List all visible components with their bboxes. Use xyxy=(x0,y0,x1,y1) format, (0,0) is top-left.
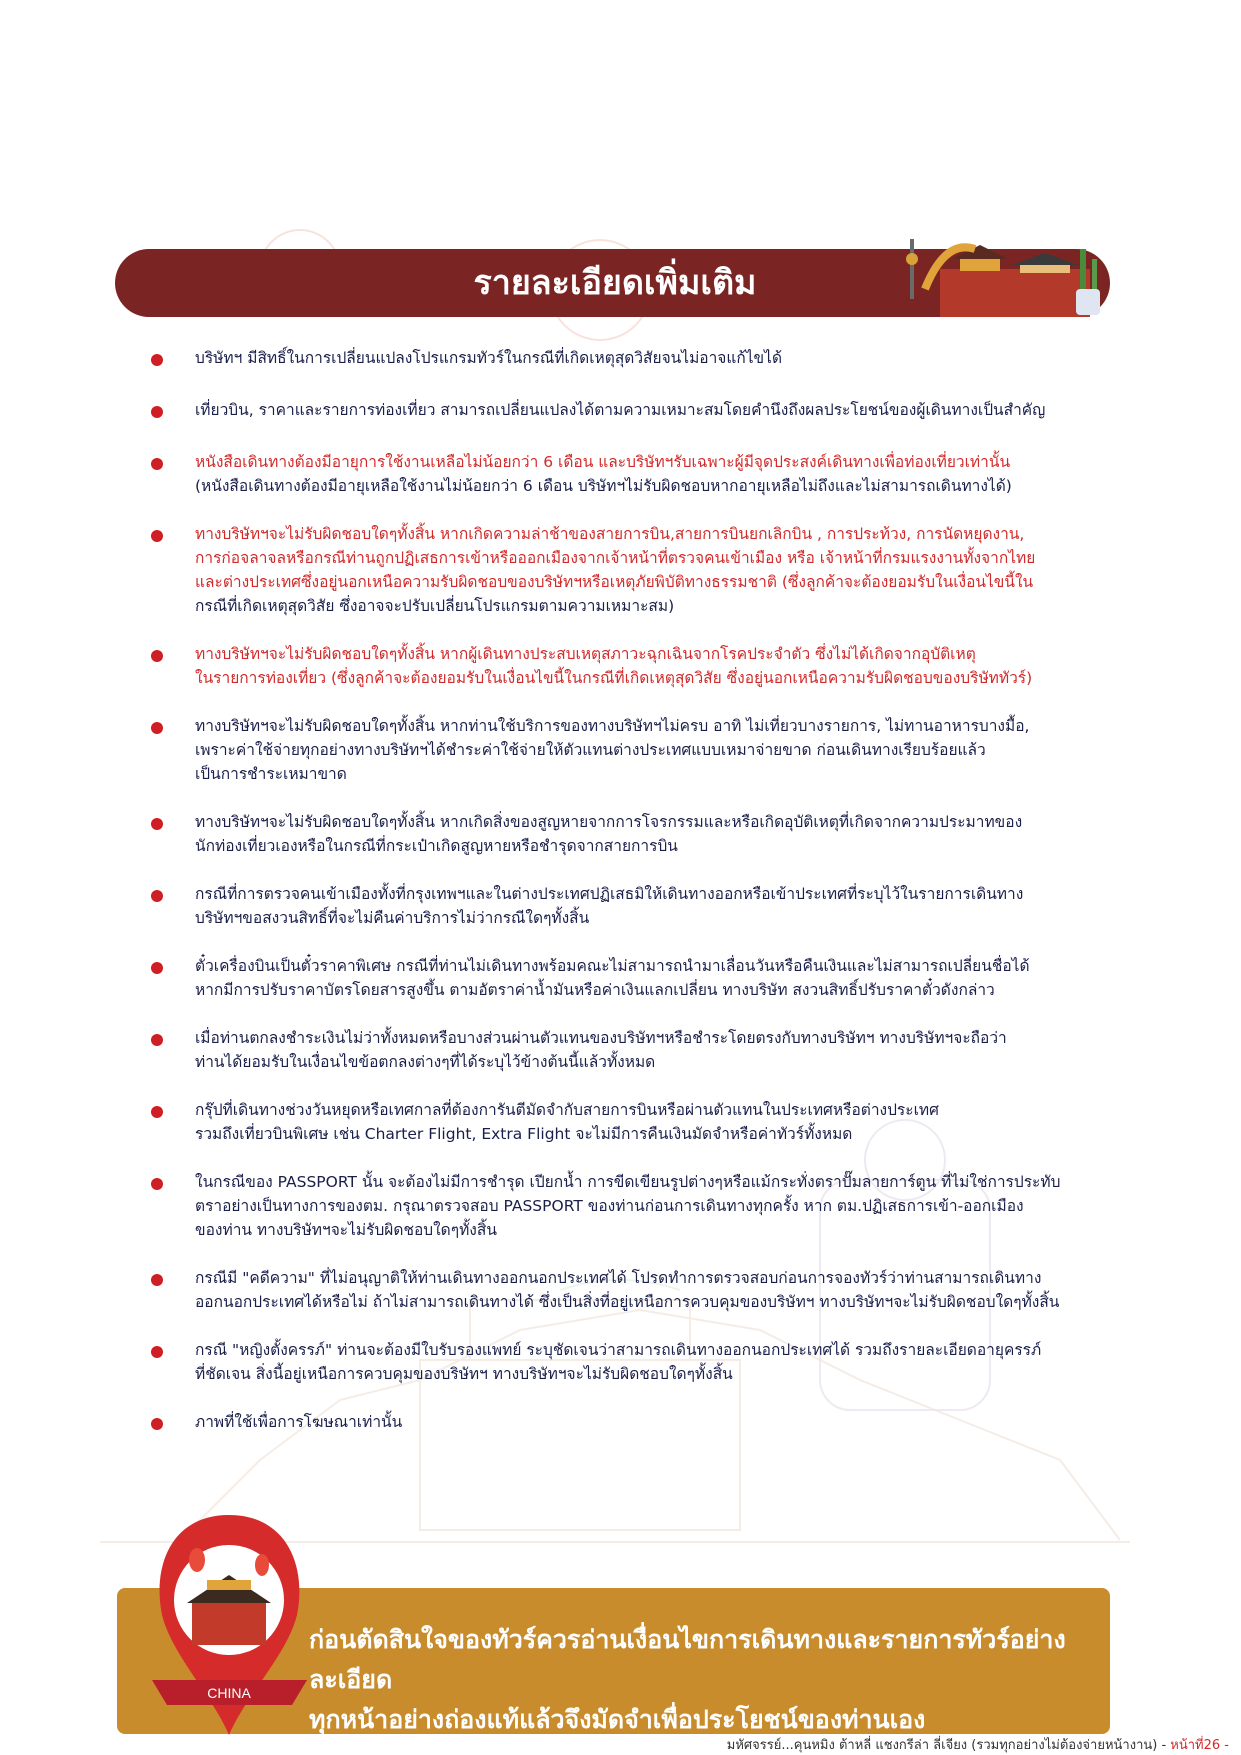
bullet-icon xyxy=(151,1346,163,1358)
header-banner xyxy=(115,249,1110,317)
badge-label: CHINA xyxy=(207,1685,251,1701)
list-item-line: กรณีที่การตรวจคนเข้าเมืองทั้งที่กรุงเทพฯและในต่างประเทศปฏิเสธมิให้เดินทางออกหรือเข้าประเทศที่ระบุไว้ในรายการเดินทาง xyxy=(195,885,1024,903)
bullet-icon xyxy=(151,458,163,470)
list-item-line: กรุ๊ปที่เดินทางช่วงวันหยุดหรือเทศกาลที่ต้องการันตีมัดจำกับสายการบินหรือผ่านตัวแทนในประเทศหรือต่างประเทศ xyxy=(195,1101,939,1119)
list-item-line: ในรายการท่องเที่ยว (ซึ่งลูกค้าจะต้องยอมรับในเงื่อนไขนี้ในกรณีที่เกิดเหตุสุดวิสัย ซึ่งอยู่นอกเหนือความรับผิดชอบของบริษัททัวร์) xyxy=(195,669,1033,687)
list-item-line: (หนังสือเดินทางต้องมีอายุเหลือใช้งานไม่น้อยกว่า 6 เดือน บริษัทฯไม่รับผิดชอบหากอายุเหลือไม่ถึงและไม่สามารถเดินทางได้) xyxy=(195,477,1012,495)
list-item-line: ตราอย่างเป็นทางการของตม. กรุณาตรวจสอบ PASSPORT ของท่านก่อนการเดินทางทุกครั้ง หาก ตม.ปฏิเสธการเข้า-ออกเมือง xyxy=(195,1197,1024,1215)
list-item xyxy=(145,450,1075,522)
list-item xyxy=(145,1266,1075,1338)
list-item xyxy=(145,1098,1075,1170)
list-item-line: ภาพที่ใช้เพื่อการโฆษณาเท่านั้น xyxy=(195,1413,403,1431)
list-item-line: เพราะค่าใช้จ่ายทุกอย่างทางบริษัทฯได้ชำระค่าใช้จ่ายให้ตัวแทนต่างประเทศแบบเหมาจ่ายขาด ก่อนเดินทางเรียบร้อยแล้ว xyxy=(195,741,986,759)
list-item-line: ที่ชัดเจน สิ่งนี้อยู่เหนือการควบคุมของบริษัทฯ ทางบริษัทฯจะไม่รับผิดชอบใดๆทั้งสิ้น xyxy=(195,1365,733,1383)
list-item-line: กรณีมี "คดีความ" ที่ไม่อนุญาติให้ท่านเดินทางออกนอกประเทศได้ โปรดทำการตรวจสอบก่อนการจองทัวร์ว่าท่านสามารถเดินทาง xyxy=(195,1269,1042,1287)
list-item-line: ตั๋วเครื่องบินเป็นตั๋วราคาพิเศษ กรณีที่ท่านไม่เดินทางพร้อมคณะไม่สามารถนำมาเลื่อนวันหรือคืนเงินและไม่สามารถเปลี่ยนชื่อได้ xyxy=(195,957,1030,975)
list-item xyxy=(145,522,1075,642)
list-item-line: หนังสือเดินทางต้องมีอายุการใช้งานเหลือไม่น้อยกว่า 6 เดือน และบริษัทฯรับเฉพาะผู้มีจุดประสงค์เดินทางเพื่อท่องเที่ยวเท่านั้น xyxy=(195,453,1011,471)
bullet-icon xyxy=(151,1106,163,1118)
china-badge-illustration xyxy=(152,1505,307,1750)
list-item-line: เมื่อท่านตกลงชำระเงินไม่ว่าทั้งหมดหรือบางส่วนผ่านตัวแทนของบริษัทฯหรือชำระโดยตรงกับทางบริษัทฯ ทางบริษัทฯจะถือว่า xyxy=(195,1029,1007,1047)
list-item-line: บริษัทฯ มีสิทธิ์ในการเปลี่ยนแปลงโปรแกรมทัวร์ในกรณีที่เกิดเหตุสุดวิสัยจนไม่อาจแก้ไขได้ xyxy=(195,349,783,367)
list-item xyxy=(145,1410,1075,1440)
footer-message xyxy=(309,1620,1099,1740)
list-item-line: กรณี "หญิงตั้งครรภ์" ท่านจะต้องมีใบรับรองแพทย์ ระบุชัดเจนว่าสามารถเดินทางออกนอกประเทศได้ รวมถึงรายละเอียดอายุครรภ์ xyxy=(195,1341,1042,1359)
list-item-line: บริษัทฯขอสงวนสิทธิ์ที่จะไม่คืนค่าบริการไม่ว่ากรณีใดๆทั้งสิ้น xyxy=(195,909,590,927)
bullet-icon xyxy=(151,650,163,662)
page-footer xyxy=(727,1734,1229,1755)
list-item-line: เที่ยวบิน, ราคาและรายการท่องเที่ยว สามารถเปลี่ยนแปลงได้ตามความเหมาะสมโดยคำนึงถึงผลประโยชน์ของผู้เดินทางเป็นสำคัญ xyxy=(195,401,1046,419)
list-item-line: หากมีการปรับราคาบัตรโดยสารสูงขึ้น ตามอัตราค่าน้ำมันหรือค่าเงินแลกเปลี่ยน ทางบริษัท สงวนสิทธิ์ปรับราคาตั๋วดังกล่าว xyxy=(195,981,995,999)
list-item-line: ทางบริษัทฯจะไม่รับผิดชอบใดๆทั้งสิ้น หากท่านใช้บริการของทางบริษัทฯไม่ครบ อาทิ ไม่เที่ยวบางรายการ, ไม่ทานอาหารบางมื้อ, xyxy=(195,717,1030,735)
list-item xyxy=(145,810,1075,882)
page-title: รายละเอียดเพิ่มเติม xyxy=(473,263,757,303)
list-item xyxy=(145,1026,1075,1098)
list-item xyxy=(145,714,1075,810)
list-item-line: เป็นการชำระเหมาขาด xyxy=(195,765,347,783)
tour-name-footer: มหัศจรรย์...คุนหมิง ต้าหลี่ แชงกรีล่า ลี่เจียง (รวมทุกอย่างไม่ต้องจ่ายหน้างาน) - xyxy=(726,1738,1171,1753)
list-item xyxy=(145,1338,1075,1410)
china-landmarks-illustration xyxy=(880,229,1110,317)
list-item-line: นักท่องเที่ยวเองหรือในกรณีที่กระเป๋าเกิดสูญหายหรือชำรุดจากสายการบิน xyxy=(195,837,678,855)
bullet-icon xyxy=(151,406,163,418)
footer-line-2: ทุกหน้าอย่างถ่องแท้แล้วจึงมัดจำเพื่อประโยชน์ของท่านเอง xyxy=(309,1705,926,1734)
list-item-line: ของท่าน ทางบริษัทฯจะไม่รับผิดชอบใดๆทั้งสิ้น xyxy=(195,1221,497,1239)
bullet-icon xyxy=(151,1034,163,1046)
bullet-icon xyxy=(151,818,163,830)
list-item-line: การก่อจลาจลหรือกรณีท่านถูกปฏิเสธการเข้าหรือออกเมืองจากเจ้าหน้าที่ตรวจคนเข้าเมือง หรือ เจ้าหน้าที่กรมแรงงานทั้งจากไทย xyxy=(195,549,1036,567)
list-item-line: ทางบริษัทฯจะไม่รับผิดชอบใดๆทั้งสิ้น หากผู้เดินทางประสบเหตุสภาวะฉุกเฉินจากโรคประจำตัว ซึ่งไม่ได้เกิดจากอุบัติเหตุ xyxy=(195,645,976,663)
list-item xyxy=(145,346,1075,398)
bullet-icon xyxy=(151,890,163,902)
bullet-icon xyxy=(151,1274,163,1286)
bullet-icon xyxy=(151,1178,163,1190)
list-item-line: รวมถึงเที่ยวบินพิเศษ เช่น Charter Flight, Extra Flight จะไม่มีการคืนเงินมัดจำหรือค่าทัวร์ทั้งหมด xyxy=(195,1125,853,1143)
list-item-line: ท่านได้ยอมรับในเงื่อนไขข้อตกลงต่างๆที่ได้ระบุไว้ข้างต้นนี้แล้วทั้งหมด xyxy=(195,1053,656,1071)
list-item-line: ออกนอกประเทศได้หรือไม่ ถ้าไม่สามารถเดินทางได้ ซึ่งเป็นสิ่งที่อยู่เหนือการควบคุมของบริษัทฯ ทางบริษัทฯจะไม่รับผิดชอบใดๆทั้งสิ้น xyxy=(195,1293,1060,1311)
list-item xyxy=(145,954,1075,1026)
page-number: หน้าที่26 - xyxy=(1170,1738,1229,1753)
list-item xyxy=(145,1170,1075,1266)
bullet-icon xyxy=(151,530,163,542)
bullet-icon xyxy=(151,354,163,366)
list-item-line: ในกรณีของ PASSPORT นั้น จะต้องไม่มีการชำรุด เปียกน้ำ การขีดเขียนรูปต่างๆหรือแม้กระทั่งตราปั๊มลายการ์ตูน ที่ไม่ใช่การประทับ xyxy=(195,1173,1061,1191)
bullet-icon xyxy=(151,1418,163,1430)
list-item xyxy=(145,882,1075,954)
bullet-icon xyxy=(151,962,163,974)
bullet-icon xyxy=(151,722,163,734)
list-item-line: กรณีที่เกิดเหตุสุดวิสัย ซึ่งอาจจะปรับเปลี่ยนโปรแกรมตามความเหมาะสม) xyxy=(195,597,675,615)
list-item-line: และต่างประเทศซึ่งอยู่นอกเหนือความรับผิดชอบของบริษัทฯหรือเหตุภัยพิบัติทางธรรมชาติ (ซึ่งลูกค้าจะต้องยอมรับในเงื่อนไขนี้ใน xyxy=(195,573,1034,591)
list-item xyxy=(145,398,1075,450)
list-item-line: ทางบริษัทฯจะไม่รับผิดชอบใดๆทั้งสิ้น หากเกิดความล่าช้าของสายการบิน,สายการบินยกเลิกบิน , การประท้วง, การนัดหยุดงาน, xyxy=(195,525,1025,543)
list-item-line: ทางบริษัทฯจะไม่รับผิดชอบใดๆทั้งสิ้น หากเกิดสิ่งของสูญหายจากการโจรกรรมและหรือเกิดอุบัติเหตุที่เกิดจากความประมาทของ xyxy=(195,813,1023,831)
list-item xyxy=(145,642,1075,714)
footer-line-1: ก่อนตัดสินใจของทัวร์ควรอ่านเงื่อนไขการเดินทางและรายการทัวร์อย่างละเอียด xyxy=(309,1625,1066,1694)
conditions-list xyxy=(145,346,1075,1440)
